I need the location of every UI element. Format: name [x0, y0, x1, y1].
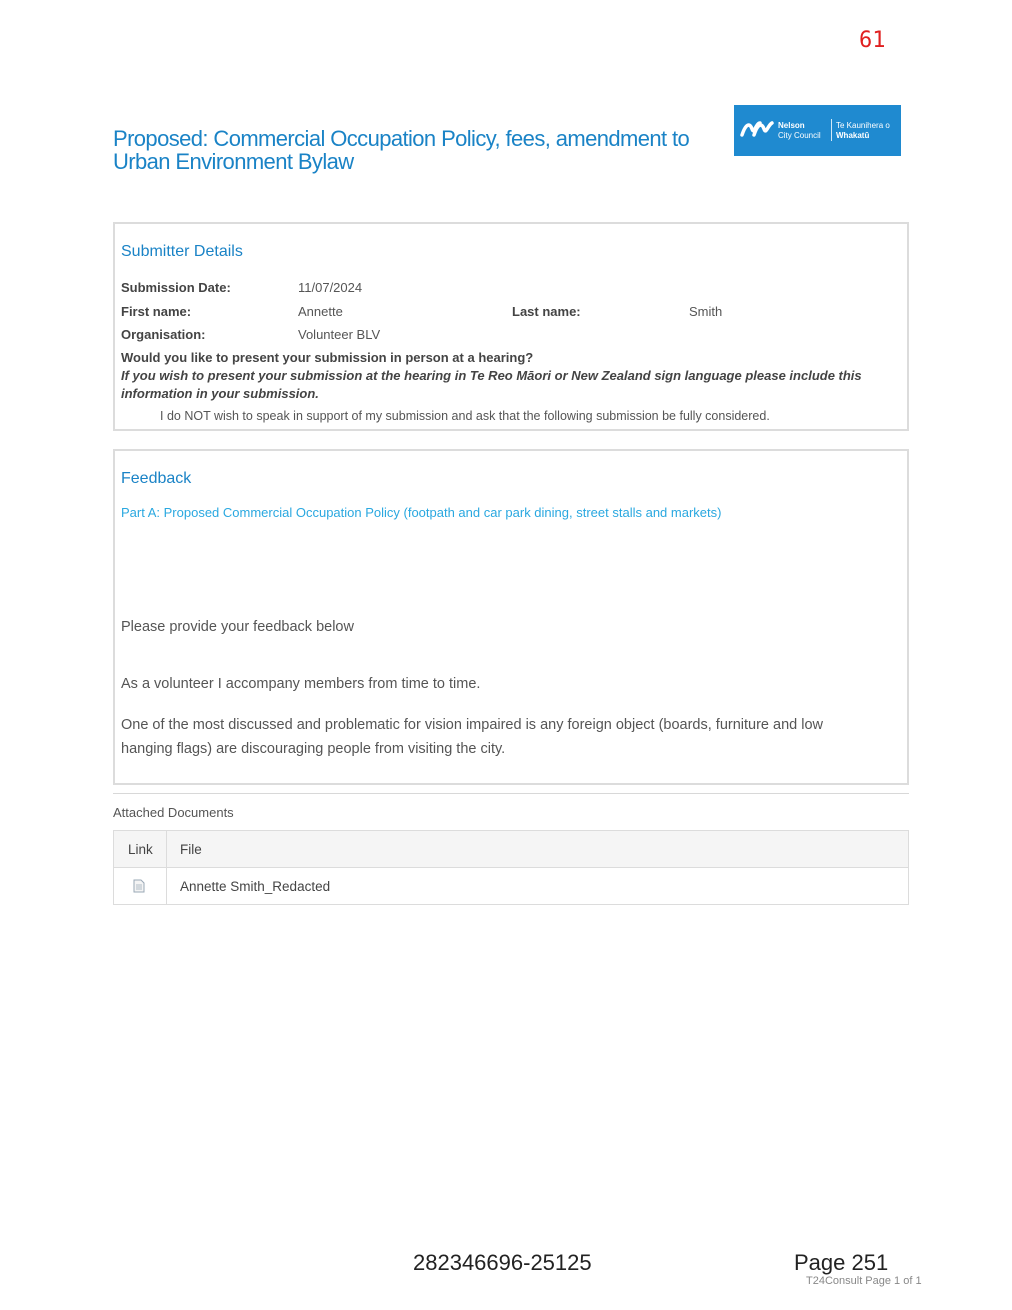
- footer-document-id: 282346696-25125: [413, 1250, 592, 1275]
- logo-text-maori: [836, 121, 900, 141]
- organisation-label: Organisation:: [121, 327, 206, 342]
- feedback-heading: Feedback: [121, 470, 192, 487]
- hearing-question: Would you like to present your submission in person at a hearing?: [121, 350, 534, 365]
- last-name-label: Last name:: [512, 304, 581, 319]
- logo-divider: [831, 119, 832, 141]
- submission-date-label: Submission Date:: [121, 280, 231, 295]
- organisation-value: Volunteer BLV: [298, 327, 381, 342]
- first-name-label: First name:: [121, 304, 192, 319]
- last-name-value: Smith: [689, 304, 723, 319]
- hearing-note: If you wish to present your submission at the hearing in Te Reo Māori or New Zealand sign language please include this information in your submission.: [121, 368, 862, 401]
- submitter-details-panel: [113, 222, 909, 431]
- column-header-link: Link: [128, 842, 153, 857]
- attachment-file-name: Annette Smith_Redacted: [180, 879, 331, 894]
- logo-text-whakatu: Whakatū: [836, 131, 870, 140]
- feedback-paragraph-2: One of the most discussed and problematic for vision impaired is any foreign object (boards, furniture and low hanging flags) are discouraging people from visiting the city.: [121, 717, 823, 757]
- feedback-part-a-title: Part A: Proposed Commercial Occupation Policy (footpath and car park dining, street stalls and markets): [121, 505, 722, 520]
- council-logo: [734, 105, 901, 156]
- feedback-prompt: Please provide your feedback below: [121, 619, 354, 635]
- attachments-table-header: [114, 831, 908, 868]
- logo-text-te-kaunihera: Te Kaunihera o: [836, 121, 890, 130]
- column-header-file: File: [180, 842, 202, 857]
- document-icon[interactable]: [133, 879, 145, 893]
- page-number: 61: [859, 28, 886, 53]
- hearing-answer: I do NOT wish to speak in support of my submission and ask that the following submission be fully considered.: [160, 409, 770, 423]
- feedback-panel: [113, 449, 909, 785]
- document-title: Proposed: Commercial Occupation Policy, fees, amendment to Urban Environment Bylaw: [113, 126, 690, 174]
- logo-text-city-council: City Council: [778, 131, 821, 140]
- logo-text-nelson: Nelson: [778, 121, 805, 130]
- submission-date-value: 11/07/2024: [298, 280, 363, 295]
- submitter-details-heading: Submitter Details: [121, 243, 243, 260]
- logo-text-english: [778, 121, 828, 141]
- attachments-divider: [113, 793, 909, 794]
- footer-page-number: Page 251: [794, 1250, 889, 1275]
- council-logo-mark-icon: [740, 117, 774, 141]
- attachments-heading: Attached Documents: [113, 805, 234, 820]
- attachments-column-divider: [166, 831, 167, 904]
- attachments-table: [113, 830, 909, 905]
- feedback-paragraph-1: As a volunteer I accompany members from time to time.: [121, 676, 481, 692]
- first-name-value: Annette: [298, 304, 343, 319]
- footer-source-note: T24Consult Page 1 of 1: [806, 1275, 922, 1287]
